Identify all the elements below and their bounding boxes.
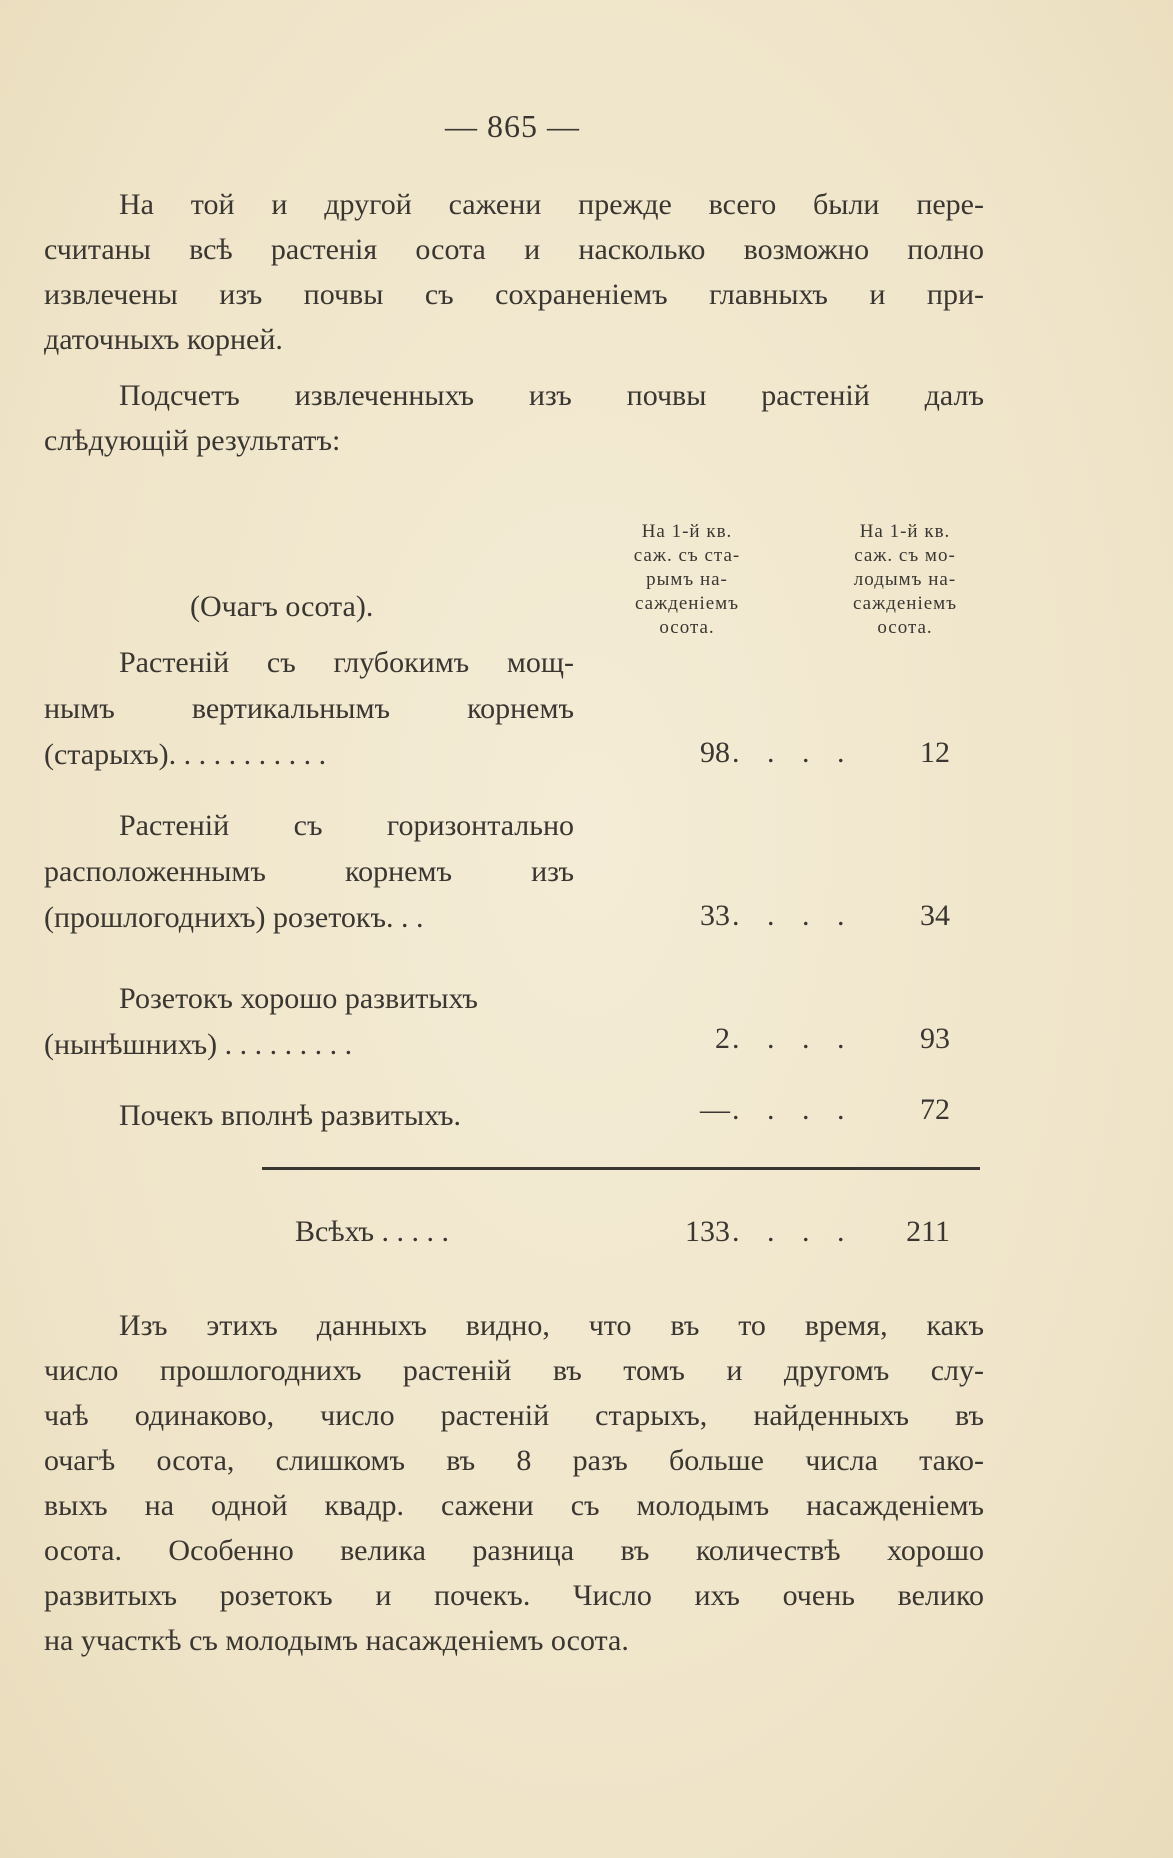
text-line: извлечены изъ почвы съ сохраненіемъ главныхъ и при- xyxy=(44,278,984,311)
text-line: развитыхъ розетокъ и почекъ. Число ихъ очень велико xyxy=(44,1579,984,1612)
header-line: осота. xyxy=(877,617,933,638)
row-label xyxy=(44,976,574,1068)
text-line: очагѣ осота, слишкомъ въ 8 разъ больше числа тако- xyxy=(44,1444,984,1477)
page-number: — 865 — xyxy=(445,108,580,144)
paragraph-3 xyxy=(44,1303,984,1663)
column-header-old xyxy=(612,520,762,640)
header-line: лодымъ на- xyxy=(853,569,957,590)
row-label-line: Растеній съ горизонтально xyxy=(119,809,574,842)
section-label: (Очагъ осота). xyxy=(190,590,374,623)
value-young: 93 xyxy=(920,1022,950,1055)
value-old: 33 xyxy=(700,899,730,932)
text-line: На той и другой сажени прежде всего были пере- xyxy=(119,188,984,221)
header-line: На 1-й кв. xyxy=(859,521,951,542)
leader-dots: . . . . xyxy=(732,899,855,932)
total-label: Всѣхъ . . . . . xyxy=(295,1215,449,1248)
text-line: выхъ на одной квадр. сажени съ молодымъ насажденіемъ xyxy=(44,1489,984,1522)
leader-dots: . . . . xyxy=(732,1215,855,1248)
row-label-line: Почекъ вполнѣ развитыхъ. xyxy=(119,1099,462,1132)
row-label xyxy=(44,1093,574,1139)
header-line: рымъ на- xyxy=(646,569,728,590)
row-label-line: (нынѣшнихъ) . . . . . . . . . xyxy=(44,1028,353,1061)
text-line: число прошлогоднихъ растеній въ томъ и другомъ слу- xyxy=(44,1354,984,1387)
paragraph-1 xyxy=(44,182,984,362)
leader-dots: . . . . xyxy=(732,1022,855,1055)
value-young: 12 xyxy=(920,736,950,769)
value-old: — xyxy=(700,1093,730,1126)
value-old: 98 xyxy=(700,736,730,769)
header-line: осота. xyxy=(659,617,715,638)
row-label xyxy=(44,640,574,778)
value-old: 2 xyxy=(715,1022,730,1055)
text-line: чаѣ одинаково, число растеній старыхъ, найденныхъ въ xyxy=(44,1399,984,1432)
value-young: 34 xyxy=(920,899,950,932)
header-line: саж. съ мо- xyxy=(854,545,956,566)
value-young: 72 xyxy=(920,1093,950,1126)
text-line: Подсчетъ извлеченныхъ изъ почвы растеній далъ xyxy=(119,379,984,412)
row-label-line: Розетокъ хорошо развитыхъ xyxy=(119,982,478,1015)
leader-dots: . . . . xyxy=(732,1093,855,1126)
text-line: Изъ этихъ данныхъ видно, что въ то время, какъ xyxy=(119,1309,984,1342)
text-line: на участкѣ съ молодымъ насажденіемъ осота. xyxy=(44,1624,629,1657)
leader-dots: . . . . xyxy=(732,736,855,769)
header-line: сажденіемъ xyxy=(634,593,740,614)
text-line: осота. Особенно велика разница въ количествѣ хорошо xyxy=(44,1534,984,1567)
header-line: На 1-й кв. xyxy=(641,521,733,542)
total-rule xyxy=(262,1167,980,1170)
text-line: даточныхъ корней. xyxy=(44,323,283,356)
header-line: саж. съ ста- xyxy=(633,545,741,566)
text-line: считаны всѣ растенія осота и насколько возможно полно xyxy=(44,233,984,266)
column-header-young xyxy=(830,520,980,640)
total-young: 211 xyxy=(906,1215,950,1248)
paragraph-2 xyxy=(44,373,984,463)
row-label xyxy=(44,803,574,941)
total-old: 133 xyxy=(685,1215,730,1248)
row-label-line: (старыхъ). . . . . . . . . . . xyxy=(44,738,327,771)
row-label-line: Растеній съ глубокимъ мощ- xyxy=(119,646,574,679)
text-line: слѣдующій результатъ: xyxy=(44,424,341,457)
row-label-line: (прошлогоднихъ) розетокъ. . . xyxy=(44,901,424,934)
row-label-line: нымъ вертикальнымъ корнемъ xyxy=(44,692,574,725)
header-line: сажденіемъ xyxy=(852,593,958,614)
row-label-line: расположеннымъ корнемъ изъ xyxy=(44,855,574,888)
